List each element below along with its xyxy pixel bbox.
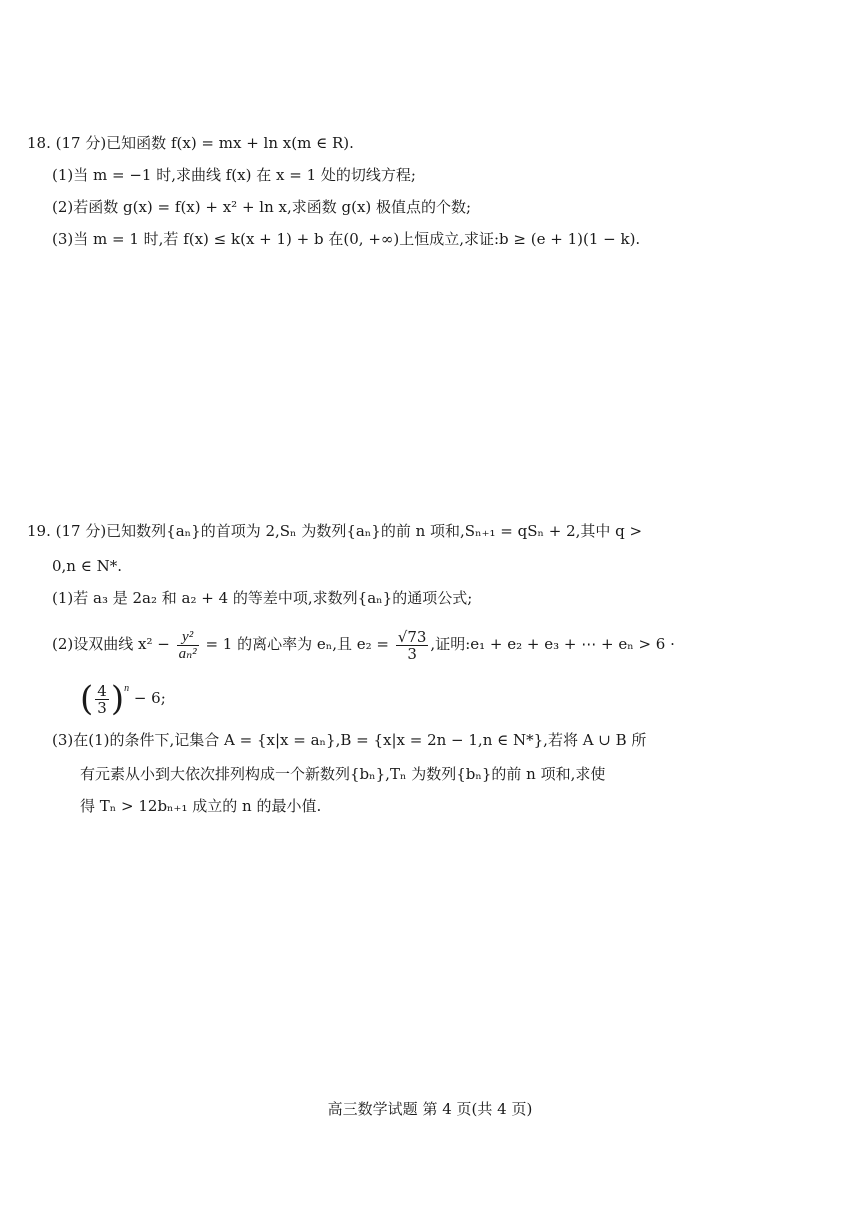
- q19-part2-line2: [80, 680, 166, 719]
- fraction-numerator: 4: [97, 681, 107, 700]
- q19-part2-post: ,证明:e₁ + e₂ + e₃ + ⋯ + eₙ > 6 ·: [430, 635, 675, 653]
- q19-part1: (1)若 a₃ 是 2a₂ 和 a₂ + 4 的等差中项,求数列{aₙ}的通项公式;: [52, 589, 473, 607]
- left-paren: (: [80, 679, 94, 719]
- q19-part3-line2: 有元素从小到大依次排列构成一个新数列{bₙ},Tₙ 为数列{bₙ}的前 n 项和,求使: [80, 765, 606, 783]
- page-footer: 高三数学试题 第 4 页(共 4 页): [327, 1100, 533, 1118]
- q19-part2-fraction-e2: [396, 629, 429, 662]
- exponent: n: [124, 683, 130, 694]
- q19-part3-line3: 得 Tₙ > 12bₙ₊₁ 成立的 n 的最小值.: [80, 797, 322, 815]
- q19-part2-pre: (2)设双曲线 x² −: [52, 635, 175, 653]
- q19-stem-line1: 19. (17 分)已知数列{aₙ}的首项为 2,Sₙ 为数列{aₙ}的前 n 项和,Sₙ₊₁ = qSₙ + 2,其中 q >: [27, 522, 643, 540]
- q19-part2-line1: [52, 626, 675, 662]
- fraction-denominator: 3: [407, 644, 417, 663]
- q18-part3: (3)当 m = 1 时,若 f(x) ≤ k(x + 1) + b 在(0, +∞)上恒成立,求证:b ≥ (e + 1)(1 − k).: [52, 230, 641, 248]
- q19-part2-base-fraction: [95, 683, 109, 716]
- fraction-denominator: 3: [97, 698, 107, 717]
- q18-stem: 18. (17 分)已知函数 f(x) = mx + ln x(m ∈ R).: [27, 134, 354, 152]
- q19-part2-fraction: [177, 629, 199, 662]
- q18-part1: (1)当 m = −1 时,求曲线 f(x) 在 x = 1 处的切线方程;: [52, 166, 416, 184]
- fraction-numerator: y²: [177, 629, 199, 646]
- fraction-denominator: aₙ²: [178, 645, 197, 662]
- q19-stem-line2: 0,n ∈ N*.: [52, 557, 123, 575]
- q18-part2: (2)若函数 g(x) = f(x) + x² + ln x,求函数 g(x) 极值点的个数;: [52, 198, 472, 216]
- right-paren: ): [110, 679, 125, 719]
- fraction-numerator: √73: [397, 627, 427, 646]
- q19-part2-mid: = 1 的离心率为 eₙ,且 e₂ =: [200, 635, 394, 653]
- q19-part3-line1: (3)在(1)的条件下,记集合 A = {x|x = aₙ},B = {x|x = 2n − 1,n ∈ N*},若将 A ∪ B 所: [52, 731, 647, 749]
- q19-part2-line2-post: − 6;: [129, 689, 166, 707]
